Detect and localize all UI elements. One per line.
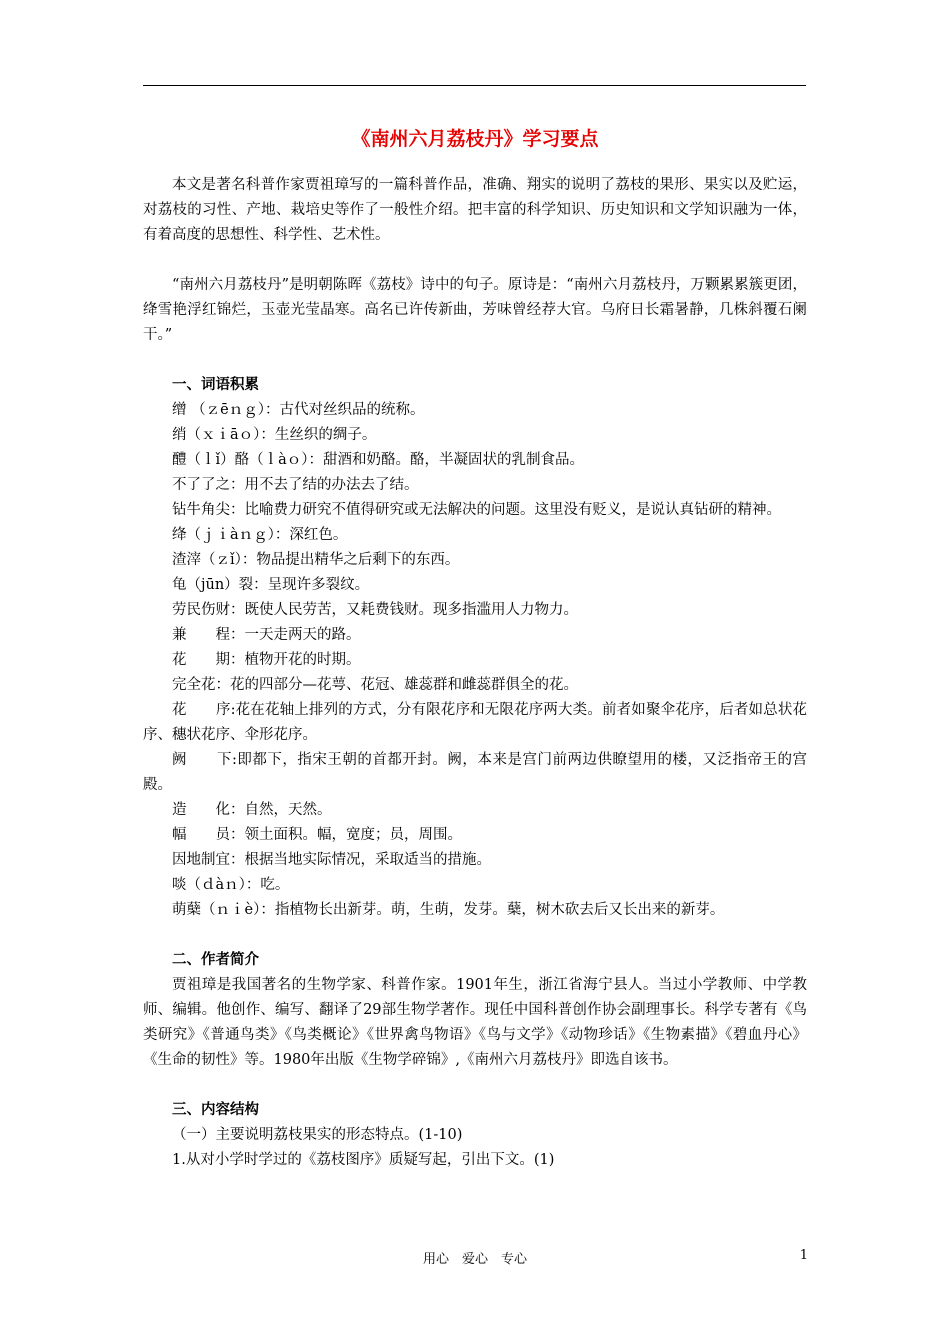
footer-motto: 用心 爱心 专心 (422, 1252, 527, 1267)
vocab-item: 啖（ｄàｎ）：吃。 (172, 877, 290, 893)
vocab-item: 兼 程：一天走两天的路。 (172, 627, 361, 643)
vocab-item: 因地制宜：根据当地实际情况，采取适当的措施。 (172, 852, 491, 868)
vocab-item: 花 期：植物开花的时期。 (172, 652, 361, 668)
vocab-item: 幅 员：领土面积。幅，宽度；员，周围。 (172, 827, 462, 843)
header-rule (143, 85, 806, 86)
vocab-item: 钻牛角尖：比喻费力研究不值得研究或无法解决的问题。这里没有贬义，是说认真钻研的精神。 (172, 502, 781, 518)
vocab-item: 花 序:花在花轴上排列的方式，分有限花序和无限花序两大类。前者如聚伞花序，后者如总状花序、穗状花序、伞形花序。 (143, 702, 807, 743)
vocab-item: 造 化：自然，天然。 (172, 802, 332, 818)
vocab-item: 阙 下:即都下，指宋王朝的首都开封。阙，本来是宫门前两边供瞭望用的楼，又泛指帝王的宫殿。 (143, 752, 807, 793)
page-number: 1 (799, 1248, 808, 1263)
page-title: 《南州六月荔枝丹》学习要点 (351, 128, 599, 150)
intro-paragraph-1: 本文是著名科普作家贾祖璋写的一篇科普作品，准确、翔实的说明了荔枝的果形、果实以及贮运，对荔枝的习性、产地、栽培史等作了一般性介绍。把丰富的科学知识、历史知识和文学知识融为一体，有着高度的思想性、科学性、艺术性。 (143, 177, 807, 243)
vocab-item: 醴（ｌǐ）酪（ｌàｏ）：甜酒和奶酪。酪，半凝固状的乳制食品。 (172, 452, 585, 468)
document-body (143, 173, 807, 1173)
vocab-item: 劳民伤财：既使人民劳苦，又耗费钱财。现多指滥用人力物力。 (172, 602, 578, 618)
vocab-item: 不了了之：用不去了结的办法去了结。 (172, 477, 419, 493)
structure-item: （一）主要说明荔枝果实的形态特点。(1-10) (172, 1127, 463, 1143)
vocab-item: 缯 （ｚēｎｇ）：古代对丝织品的统称。 (172, 402, 425, 418)
vocab-item: 渣滓（ｚǐ）：物品提出精华之后剩下的东西。 (172, 552, 460, 568)
author-paragraph: 贾祖璋是我国著名的生物学家、科普作家。1901年生，浙江省海宁县人。当过小学教师、中学教师、编辑。他创作、编写、翻译了29部生物学著作。现任中国科普创作协会副理事长。科学专著有《鸟类研究》《普通鸟类》《鸟类概论》《世界禽鸟物语》《鸟与文学》《动物珍话》《生物素描》《碧血丹心》《生命的韧性》等。1980年出版《生物学碎锦》,《南州六月荔枝丹》即选自该书。 (143, 977, 807, 1068)
intro-paragraph-2: “南州六月荔枝丹”是明朝陈晖《荔枝》诗中的句子。原诗是：“南州六月荔枝丹，万颗累累簇更团，绛雪艳浮红锦烂，玉壶光莹晶寒。高名已许传新曲，芳味曾经荐大官。乌府日长霜暑静，几株斜覆石阑干。” (143, 277, 807, 343)
section-heading-vocabulary: 一、词语积累 (172, 377, 259, 393)
section-heading-author: 二、作者简介 (172, 952, 259, 968)
vocab-item: 绡（ｘｉāｏ）：生丝织的绸子。 (172, 427, 377, 443)
section-heading-structure: 三、内容结构 (172, 1102, 259, 1118)
vocab-item: 龟（jūn）裂：呈现许多裂纹。 (172, 577, 370, 593)
vocab-item: 完全花：花的四部分—花萼、花冠、雄蕊群和雌蕊群俱全的花。 (172, 677, 578, 693)
structure-item: 1.从对小学时学过的《荔枝图序》质疑写起，引出下文。(1) (172, 1152, 555, 1168)
vocab-item: 绛（ｊｉàｎｇ）：深红色。 (172, 527, 348, 543)
vocab-item: 萌蘖（ｎｉè）：指植物长出新芽。萌，生萌，发芽。蘖，树木砍去后又长出来的新芽。 (172, 902, 725, 918)
